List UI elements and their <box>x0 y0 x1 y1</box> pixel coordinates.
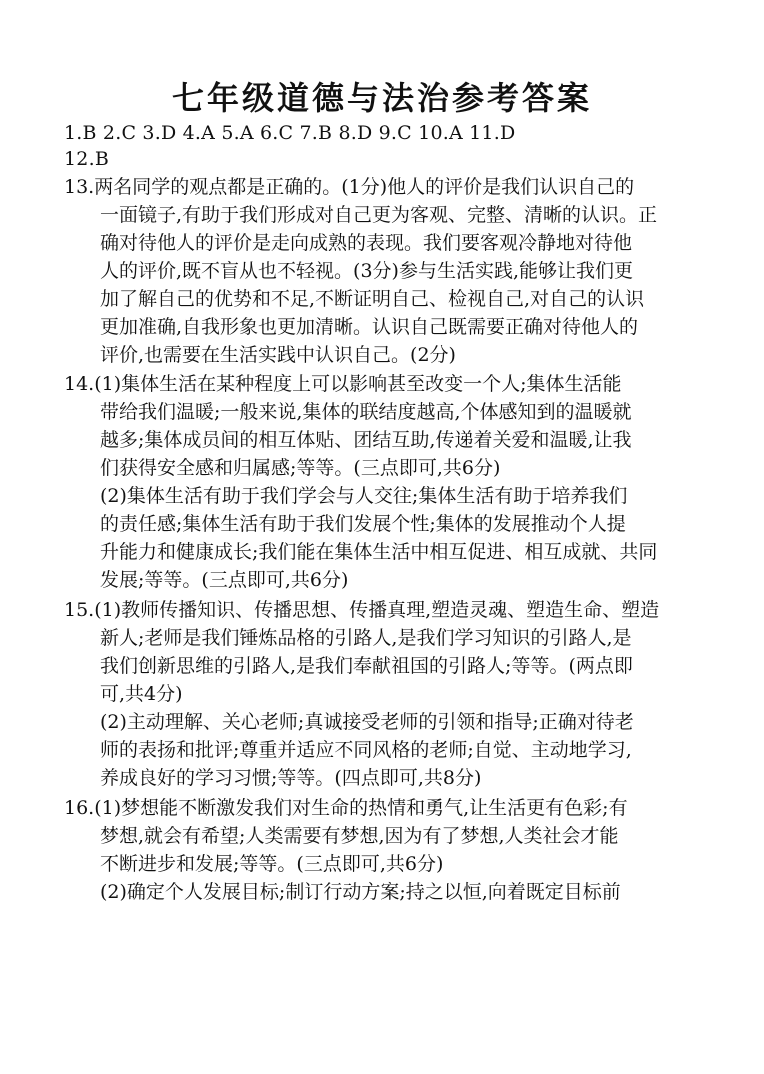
q16-line-2: 梦想,就会有希望;人类需要有梦想,因为有了梦想,人类社会才能 <box>100 825 619 847</box>
q15-line-1: 15.(1)教师传播知识、传播思想、传播真理,塑造灵魂、塑造生命、塑造 <box>64 599 660 621</box>
q16-line-4: (2)确定个人发展目标;制订行动方案;持之以恒,向着既定目标前 <box>100 881 621 903</box>
q14-line-6: 的责任感;集体生活有助于我们发展个性;集体的发展推动个人提 <box>100 513 626 535</box>
mc-answers-line-2: 12.B <box>64 148 109 170</box>
q13-line-3: 确对待他人的评价是走向成熟的表现。我们要客观冷静地对待他 <box>100 232 633 254</box>
q14-line-1: 14.(1)集体生活在某种程度上可以影响甚至改变一个人;集体生活能 <box>64 373 622 395</box>
q15-line-7: 养成良好的学习习惯;等等。(四点即可,共8分) <box>100 767 482 789</box>
q15-line-5: (2)主动理解、关心老师;真诚接受老师的引领和指导;正确对待老 <box>100 711 634 733</box>
q15-line-2: 新人;老师是我们锤炼品格的引路人,是我们学习知识的引路人,是 <box>100 627 632 649</box>
page-title: 七年级道德与法治参考答案 <box>171 79 592 117</box>
q13-line-4: 人的评价,既不盲从也不轻视。(3分)参与生活实践,能够让我们更 <box>100 260 633 282</box>
q13-line-1: 13.两名同学的观点都是正确的。(1分)他人的评价是我们认识自己的 <box>64 176 635 198</box>
q13-line-2: 一面镜子,有助于我们形成对自己更为客观、完整、清晰的认识。正 <box>100 204 658 226</box>
q15-line-4: 可,共4分) <box>100 683 183 705</box>
q14-line-4: 们获得安全感和归属感;等等。(三点即可,共6分) <box>100 457 501 479</box>
q15-line-6: 师的表扬和批评;尊重并适应不同风格的老师;自觉、主动地学习, <box>100 739 632 761</box>
q14-line-2: 带给我们温暖;一般来说,集体的联结度越高,个体感知到的温暖就 <box>100 401 632 423</box>
q16-line-3: 不断进步和发展;等等。(三点即可,共6分) <box>100 853 444 875</box>
q14-line-8: 发展;等等。(三点即可,共6分) <box>100 569 349 591</box>
q16-line-1: 16.(1)梦想能不断激发我们对生命的热情和勇气,让生活更有色彩;有 <box>64 797 628 819</box>
q14-line-7: 升能力和健康成长;我们能在集体生活中相互促进、相互成就、共同 <box>100 541 658 563</box>
q14-line-3: 越多;集体成员间的相互体贴、团结互助,传递着关爱和温暖,让我 <box>100 429 632 451</box>
mc-answers-line-1: 1.B 2.C 3.D 4.A 5.A 6.C 7.B 8.D 9.C 10.A 11.D <box>64 122 516 144</box>
q13-line-5: 加了解自己的优势和不足,不断证明自己、检视自己,对自己的认识 <box>100 288 645 310</box>
q15-line-3: 我们创新思维的引路人,是我们奉献祖国的引路人;等等。(两点即 <box>100 655 633 677</box>
q14-line-5: (2)集体生活有助于我们学会与人交往;集体生活有助于培养我们 <box>100 485 628 507</box>
q13-line-7: 评价,也需要在生活实践中认识自己。(2分) <box>100 344 456 366</box>
q13-line-6: 更加准确,自我形象也更加清晰。认识自己既需要正确对待他人的 <box>100 316 639 338</box>
